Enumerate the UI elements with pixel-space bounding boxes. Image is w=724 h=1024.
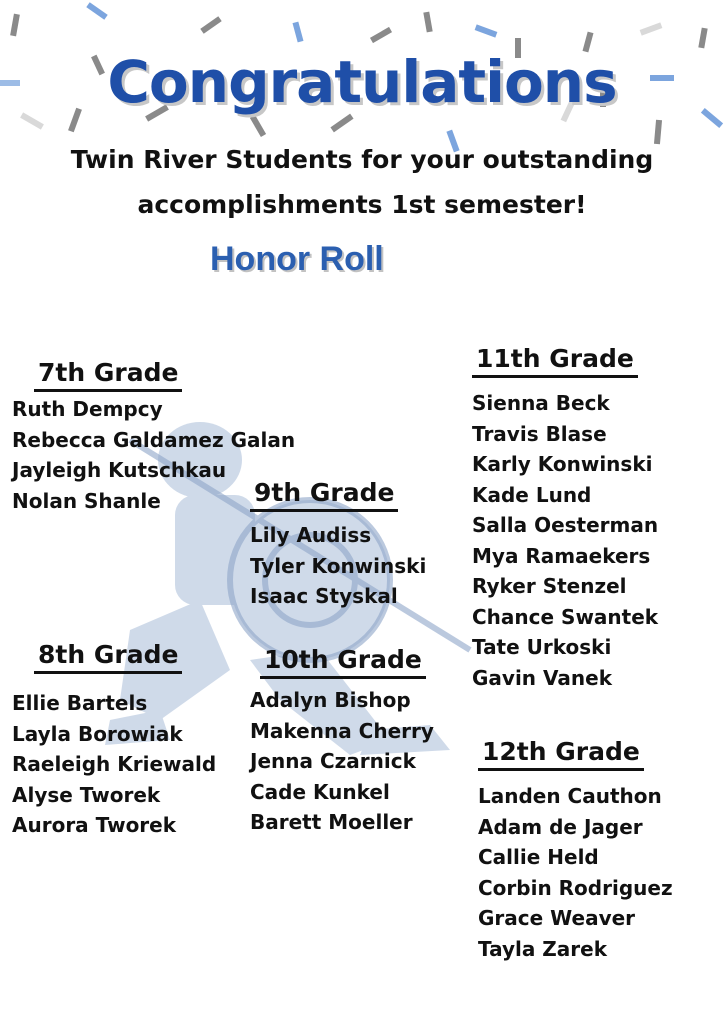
student-name: Adam de Jager — [478, 814, 643, 839]
subtitle-line-2: accomplishments 1st semester! — [137, 190, 587, 219]
student-name: Ruth Dempcy — [12, 397, 163, 421]
student-name: Raeleigh Kriewald — [12, 752, 217, 776]
student-name: Ellie Bartels — [12, 691, 148, 715]
student-name: Tate Urkoski — [472, 635, 612, 659]
grade-10-title: 10th Grade — [260, 645, 426, 679]
grade-12-title: 12th Grade — [478, 737, 644, 771]
student-name: Isaac Styskal — [250, 584, 398, 608]
student-name: Ryker Stenzel — [472, 574, 627, 598]
grade-9-section — [250, 478, 426, 612]
student-name: Makenna Cherry — [250, 718, 434, 743]
grade-7-title: 7th Grade — [34, 358, 182, 392]
student-name: Aurora Tworek — [12, 813, 177, 837]
student-name: Sienna Beck — [472, 391, 610, 415]
subtitle-line-1: Twin River Students for your outstanding — [70, 145, 654, 174]
student-name: Tyler Konwinski — [250, 553, 427, 578]
grade-9-names — [250, 520, 426, 612]
student-name: Grace Weaver — [478, 906, 636, 930]
student-name: Karly Konwinski — [472, 452, 653, 476]
student-name: Kade Lund — [472, 482, 592, 507]
grade-11-title: 11th Grade — [472, 344, 638, 378]
grade-8-names — [12, 688, 216, 841]
student-name: Alyse Tworek — [12, 782, 161, 807]
congratulations-headline: Congratulations — [107, 48, 617, 116]
grade-10-section — [250, 645, 434, 838]
student-name: Rebecca Galdamez Galan — [12, 427, 296, 452]
honor-roll-title: Honor Roll — [210, 240, 384, 278]
student-name: Callie Held — [478, 845, 599, 869]
grade-10-names — [250, 685, 434, 838]
student-name: Cade Kunkel — [250, 779, 390, 804]
student-name: Layla Borowiak — [12, 721, 183, 746]
grade-11-section — [472, 344, 658, 693]
student-name: Barett Moeller — [250, 810, 413, 834]
grade-8-section — [12, 640, 216, 841]
student-name: Jenna Czarnick — [250, 749, 416, 773]
student-name: Jayleigh Kutschkau — [12, 458, 227, 482]
grade-11-names — [472, 388, 658, 693]
grade-8-title: 8th Grade — [34, 640, 182, 674]
student-name: Mya Ramaekers — [472, 543, 651, 568]
grade-12-names — [478, 781, 673, 964]
student-name: Travis Blase — [472, 421, 607, 446]
student-name: Nolan Shanle — [12, 488, 161, 513]
student-name: Gavin Vanek — [472, 665, 612, 690]
student-name: Lily Audiss — [250, 523, 372, 547]
student-name: Corbin Rodriguez — [478, 875, 673, 900]
student-name: Chance Swantek — [472, 604, 659, 629]
student-name: Tayla Zarek — [478, 936, 608, 961]
student-name: Landen Cauthon — [478, 784, 662, 808]
grade-9-title: 9th Grade — [250, 478, 398, 512]
student-name: Salla Oesterman — [472, 513, 659, 537]
grade-12-section — [478, 737, 673, 964]
student-name: Adalyn Bishop — [250, 688, 411, 712]
